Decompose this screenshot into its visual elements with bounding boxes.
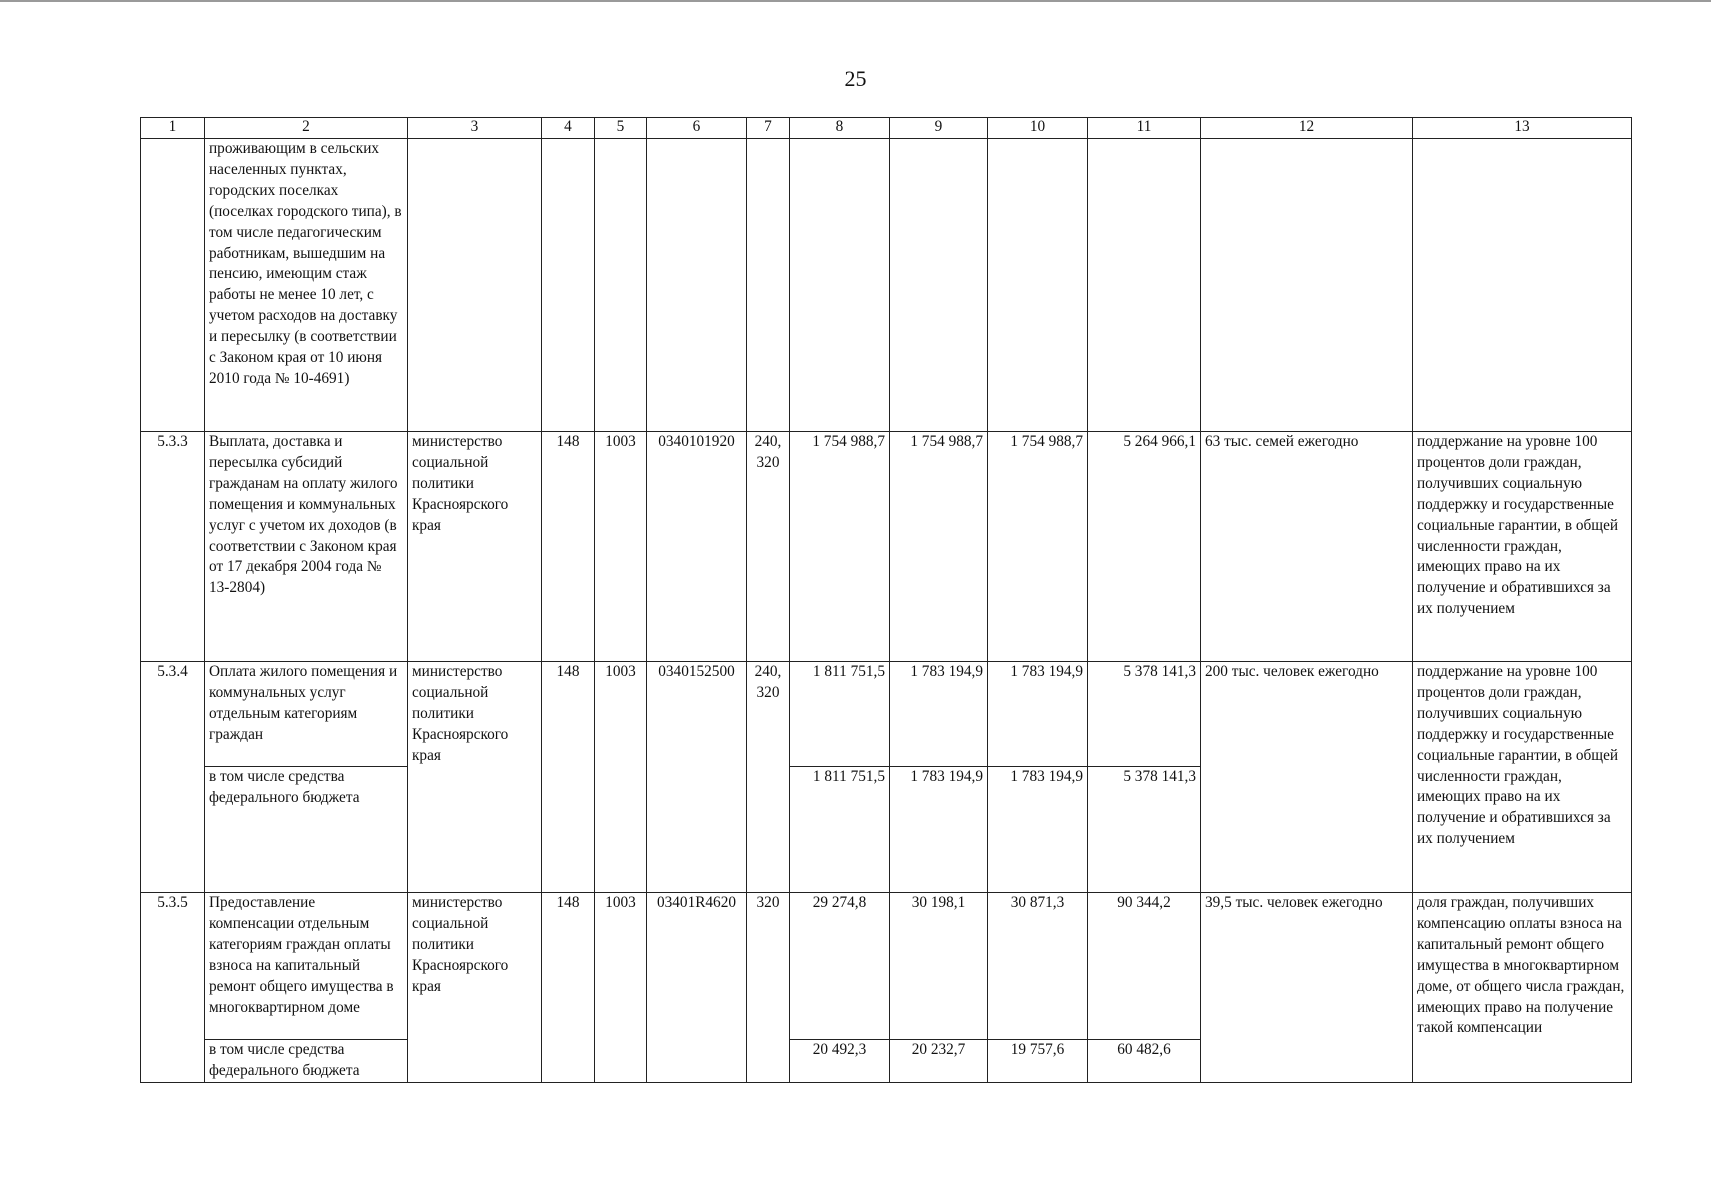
expense-type-code: 240, 320	[747, 432, 790, 662]
target-indicator: доля граждан, получивших компенсацию оплаты взноса на капитальный ремонт общего имущества в многоквартирном доме, от общего числа граждан, имеющих право на получение такой компенсации	[1413, 893, 1632, 1083]
amount-year-1: 29 274,8	[790, 893, 890, 1040]
expected-result: 200 тыс. человек ежегодно	[1201, 662, 1413, 893]
amount-year-2: 30 198,1	[890, 893, 988, 1040]
page-number: 25	[844, 66, 867, 91]
activity-name: Оплата жилого помещения и коммунальных услуг отдельным категориям граждан	[205, 662, 408, 767]
expense-type-code: 320	[747, 893, 790, 1083]
sub-amount-year-2: 1 783 194,9	[890, 767, 988, 893]
row-number: 5.3.3	[141, 432, 205, 662]
admin-code: 148	[542, 893, 595, 1083]
column-header: 4	[542, 118, 595, 139]
section-code: 1003	[595, 432, 647, 662]
sub-amount-year-3: 19 757,6	[988, 1040, 1088, 1083]
activity-name: проживающим в сельских населенных пунктах, городских поселках (поселках городского типа), в том числе педагогическим работникам, вышедшим на пенсию, имеющим стаж работы не менее 10 лет, с учетом расходов на доставку и пересылку (в соответствии с Законом края от 10 июня 2010 года № 10-4691)	[205, 139, 408, 432]
amount-total: 90 344,2	[1088, 893, 1201, 1040]
table-row	[141, 139, 1632, 432]
column-header: 12	[1201, 118, 1413, 139]
program-activities-table	[140, 117, 1632, 1083]
target-article-code: 03401R4620	[647, 893, 747, 1083]
amount-year-1: 1 811 751,5	[790, 662, 890, 767]
column-header: 1	[141, 118, 205, 139]
amount-year-3: 1 754 988,7	[988, 432, 1088, 662]
target-indicator: поддержание на уровне 100 процентов доли граждан, получивших социальную поддержку и государственные социальные гарантии, в общей численности граждан, имеющих право на их получение и обратившихся за их получением	[1413, 432, 1632, 662]
column-header: 7	[747, 118, 790, 139]
amount-year-1: 1 754 988,7	[790, 432, 890, 662]
amount-year-2: 1 754 988,7	[890, 432, 988, 662]
section-code: 1003	[595, 893, 647, 1083]
responsible-org: министерство социальной политики Красноярского края	[408, 662, 542, 893]
row-number: 5.3.5	[141, 893, 205, 1083]
column-header: 11	[1088, 118, 1201, 139]
sub-amount-total: 5 378 141,3	[1088, 767, 1201, 893]
expense-type-code: 240, 320	[747, 662, 790, 893]
responsible-org: министерство социальной политики Красноярского края	[408, 432, 542, 662]
responsible-org: министерство социальной политики Красноярского края	[408, 893, 542, 1083]
amount-year-3: 30 871,3	[988, 893, 1088, 1040]
sub-amount-year-2: 20 232,7	[890, 1040, 988, 1083]
row-number: 5.3.4	[141, 662, 205, 893]
expected-result: 39,5 тыс. человек ежегодно	[1201, 893, 1413, 1083]
column-header: 6	[647, 118, 747, 139]
column-header: 13	[1413, 118, 1632, 139]
subrow-name: в том числе средства федерального бюджета	[205, 767, 408, 893]
column-header: 8	[790, 118, 890, 139]
sub-amount-total: 60 482,6	[1088, 1040, 1201, 1083]
column-number-row	[141, 118, 1632, 139]
scan-edge	[0, 0, 1711, 2]
column-header: 10	[988, 118, 1088, 139]
column-header: 5	[595, 118, 647, 139]
amount-total: 5 378 141,3	[1088, 662, 1201, 767]
target-indicator: поддержание на уровне 100 процентов доли граждан, получивших социальную поддержку и государственные социальные гарантии, в общей численности граждан, имеющих право на их получение и обратившихся за их получением	[1413, 662, 1632, 893]
sub-amount-year-1: 20 492,3	[790, 1040, 890, 1083]
admin-code: 148	[542, 662, 595, 893]
target-article-code: 0340101920	[647, 432, 747, 662]
sub-amount-year-1: 1 811 751,5	[790, 767, 890, 893]
target-article-code: 0340152500	[647, 662, 747, 893]
activity-name: Выплата, доставка и пересылка субсидий гражданам на оплату жилого помещения и коммунальных услуг с учетом их доходов (в соответствии с Законом края от 17 декабря 2004 года № 13-2804)	[205, 432, 408, 662]
admin-code: 148	[542, 432, 595, 662]
column-header: 3	[408, 118, 542, 139]
amount-year-3: 1 783 194,9	[988, 662, 1088, 767]
column-header: 9	[890, 118, 988, 139]
amount-year-2: 1 783 194,9	[890, 662, 988, 767]
section-code: 1003	[595, 662, 647, 893]
table-row	[141, 432, 1632, 662]
sub-amount-year-3: 1 783 194,9	[988, 767, 1088, 893]
expected-result: 63 тыс. семей ежегодно	[1201, 432, 1413, 662]
column-header: 2	[205, 118, 408, 139]
amount-total: 5 264 966,1	[1088, 432, 1201, 662]
activity-name: Предоставление компенсации отдельным категориям граждан оплаты взноса на капитальный ремонт общего имущества в многоквартирном доме	[205, 893, 408, 1040]
table-row	[141, 662, 1632, 767]
subrow-name: в том числе средства федерального бюджета	[205, 1040, 408, 1083]
table-row	[141, 893, 1632, 1040]
